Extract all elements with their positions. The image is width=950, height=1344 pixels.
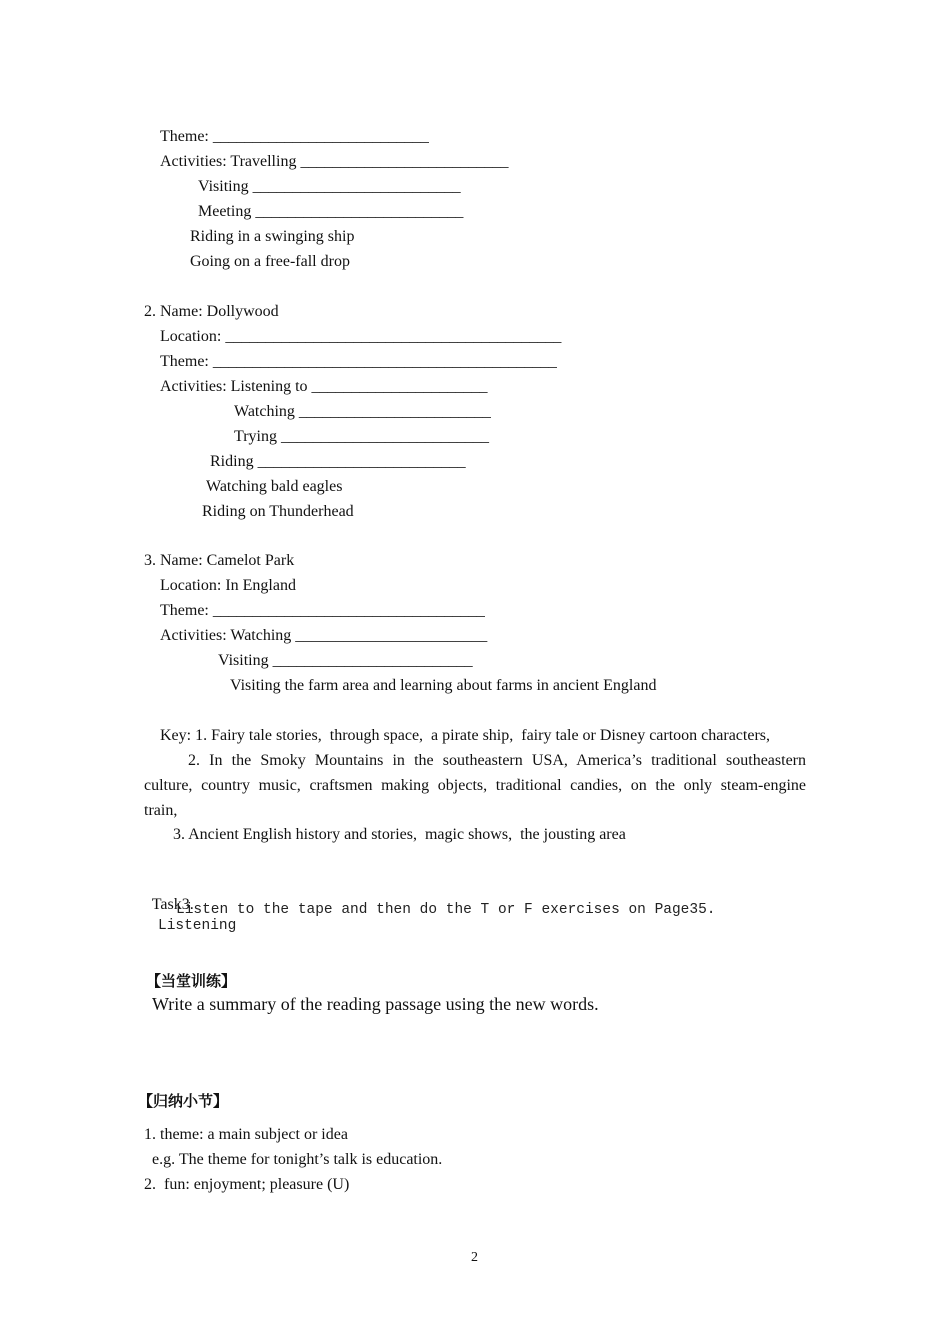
park3-visiting: Visiting _________________________ xyxy=(218,652,473,669)
park2-riding: Riding __________________________ xyxy=(210,453,466,470)
task3-instruction: Listen to the tape and then do the T or F exercises on Page35. xyxy=(176,902,716,918)
park2-location: Location: __________________________________________ xyxy=(160,328,562,345)
park3-location: Location: In England xyxy=(160,577,296,594)
park2-trying: Trying __________________________ xyxy=(234,428,489,445)
park1-free-fall: Going on a free-fall drop xyxy=(190,253,350,270)
task3-title: Task3. xyxy=(151,896,194,913)
task3-subtitle: Listening xyxy=(158,918,237,934)
practice-text: Write a summary of the reading passage using the new words. xyxy=(152,994,599,1014)
park2-activities: Activities: Listening to ______________________ xyxy=(160,378,488,395)
park2-eagles: Watching bald eagles xyxy=(206,478,343,495)
key-line-5: 3. Ancient English history and stories, magic shows, the jousting area xyxy=(173,826,626,843)
key-line-2: 2. In the Smoky Mountains in the southeastern USA, America’s traditional southeastern xyxy=(188,752,806,769)
summary-item-2: 2. fun: enjoyment; pleasure (U) xyxy=(144,1176,350,1193)
park3-theme: Theme: __________________________________ xyxy=(160,602,485,619)
park2-thunderhead: Riding on Thunderhead xyxy=(202,503,354,520)
park2-watching: Watching ________________________ xyxy=(234,403,491,420)
park2-theme: Theme: ___________________________________________ xyxy=(160,353,557,370)
key-line-1: Key: 1. Fairy tale stories, through space, a pirate ship, fairy tale or Disney cartoon characters, xyxy=(160,727,771,744)
park3-name: 3. Name: Camelot Park xyxy=(144,552,295,569)
page-number: 2 xyxy=(471,1250,478,1265)
practice-line xyxy=(138,948,599,1017)
park1-riding-ship: Riding in a swinging ship xyxy=(190,228,355,245)
park2-name: 2. Name: Dollywood xyxy=(144,303,279,320)
key-line-3: culture, country music, craftsmen making objects, traditional candies, on the only steam-engine xyxy=(144,777,806,794)
park1-meeting: Meeting __________________________ xyxy=(198,203,464,220)
park1-activities: Activities: Travelling __________________________ xyxy=(160,153,509,170)
park1-theme: Theme: ___________________________ xyxy=(160,128,429,145)
summary-heading: 【归纳小节】 xyxy=(138,1092,229,1110)
practice-heading: 【当堂训练】 xyxy=(146,972,237,990)
park3-activities: Activities: Watching ________________________ xyxy=(160,627,488,644)
summary-item-1: 1. theme: a main subject or idea xyxy=(144,1126,348,1143)
key-line-4: train, xyxy=(144,802,178,819)
park1-visiting: Visiting __________________________ xyxy=(198,178,461,195)
park3-farm: Visiting the farm area and learning about farms in ancient England xyxy=(230,677,657,694)
summary-example-1: e.g. The theme for tonight’s talk is education. xyxy=(152,1151,443,1168)
